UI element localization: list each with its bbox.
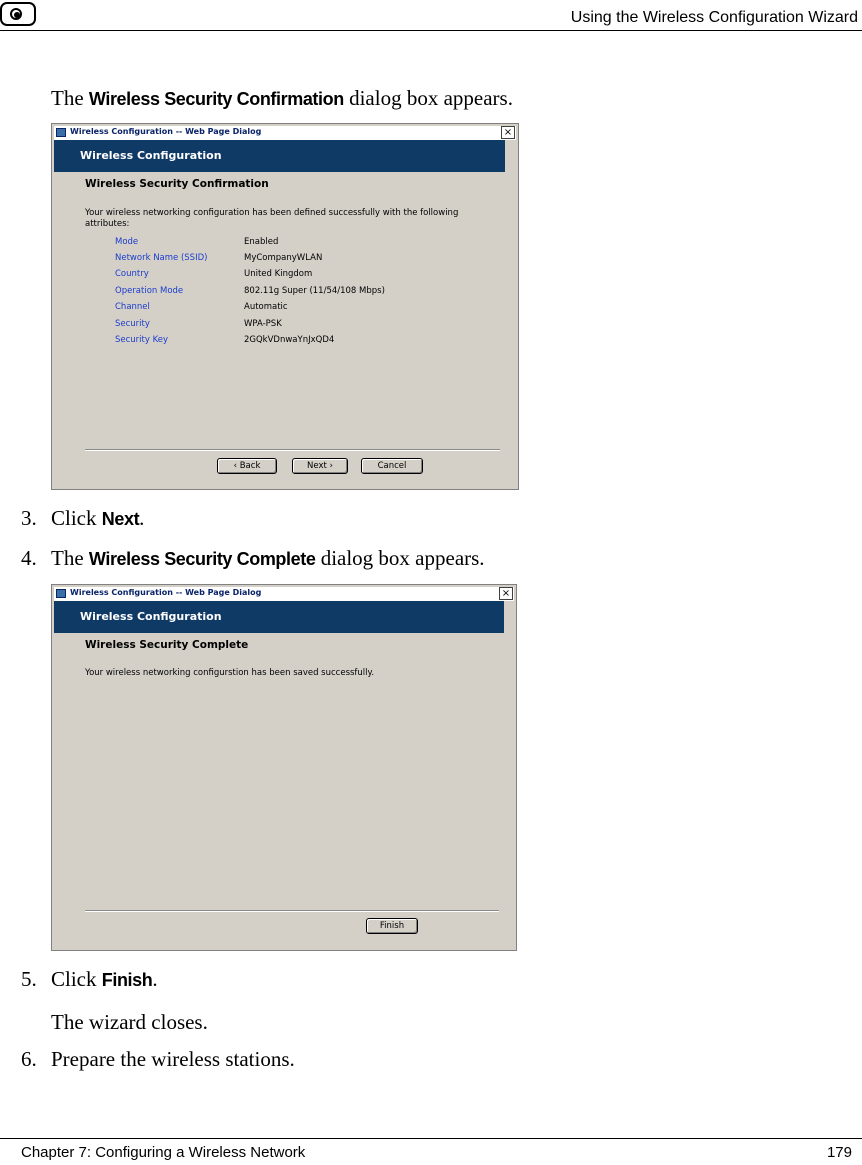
attr-value-operation-mode: 802.11g Super (11/54/108 Mbps): [244, 286, 385, 296]
cancel-button[interactable]: Cancel: [361, 458, 423, 474]
step-4-text: [51, 546, 485, 571]
step-6-text: Prepare the wireless stations.: [51, 1047, 295, 1071]
attr-value-ssid: MyCompanyWLAN: [244, 253, 323, 263]
dialog-heading: Wireless Security Confirmation: [85, 178, 269, 190]
wizard-closes-text: The wizard closes.: [51, 1010, 208, 1034]
close-icon[interactable]: ×: [501, 126, 515, 139]
back-button[interactable]: ‹ Back: [217, 458, 277, 474]
dialog-banner: [54, 601, 504, 633]
dialog-divider: [85, 449, 500, 451]
header-rule: [0, 30, 862, 31]
attr-value-mode: Enabled: [244, 237, 279, 247]
step-5-text: [51, 967, 158, 992]
attr-label-security: Security: [115, 319, 150, 329]
confirmation-dialog-screenshot: [51, 123, 519, 490]
attr-label-ssid: Network Name (SSID): [115, 253, 208, 263]
dialog-intro-text: Your wireless networking configurstion has been saved successfully.: [85, 668, 375, 678]
attr-value-security: WPA-PSK: [244, 319, 282, 329]
dialog-divider: [85, 910, 499, 912]
dialog-window-title: Wireless Configuration -- Web Page Dialog: [70, 588, 262, 597]
intro-suffix: dialog box appears.: [343, 86, 513, 110]
dialog-banner: [54, 140, 505, 172]
attr-label-mode: Mode: [115, 237, 139, 247]
step-3-text: [51, 506, 144, 531]
attr-value-security-key: 2GQkVDnwaYnJxQD4: [244, 335, 335, 345]
step-5-bold: Finish: [101, 970, 153, 990]
dialog-titlebar: [54, 587, 514, 601]
complete-dialog-screenshot: [51, 584, 517, 951]
attr-label-security-key: Security Key: [115, 335, 169, 345]
banner-title: Wireless Configuration: [80, 610, 222, 623]
page-number: 179: [826, 1144, 852, 1161]
step-4-bold: Wireless Security Complete: [88, 549, 316, 569]
close-icon[interactable]: ×: [499, 587, 513, 600]
dialog-intro-text: Your wireless networking configuration has been defined successfully with the following attributes:: [85, 208, 459, 229]
step-3-prefix: Click: [51, 506, 102, 530]
window-icon: [56, 128, 66, 137]
attr-label-operation-mode: Operation Mode: [115, 286, 184, 296]
dialog-titlebar: [54, 126, 516, 140]
step-number: 4.: [21, 546, 37, 570]
attr-value-channel: Automatic: [244, 302, 288, 312]
dialog-heading: Wireless Security Complete: [85, 639, 249, 651]
step-3-suffix: .: [139, 506, 145, 530]
attr-label-channel: Channel: [115, 302, 150, 312]
attr-value-country: United Kingdom: [244, 269, 313, 279]
step-4-suffix: dialog box appears.: [315, 546, 485, 570]
window-icon: [56, 589, 66, 598]
footer-chapter: Chapter 7: Configuring a Wireless Network: [21, 1144, 306, 1161]
footer-rule: [0, 1138, 862, 1139]
finish-button[interactable]: Finish: [366, 918, 418, 934]
step-4-prefix: The: [51, 546, 89, 570]
step-number: 3.: [21, 506, 37, 530]
camera-lens-icon: [0, 2, 36, 26]
banner-title: Wireless Configuration: [80, 149, 222, 162]
next-button[interactable]: Next ›: [292, 458, 348, 474]
step-3-bold: Next: [101, 509, 140, 529]
step-number: 5.: [21, 967, 37, 991]
intro-paragraph: [51, 86, 513, 111]
attr-label-country: Country: [115, 269, 149, 279]
step-number: 6.: [21, 1047, 37, 1071]
step-5-prefix: Click: [51, 967, 102, 991]
intro-bold: Wireless Security Confirmation: [88, 89, 344, 109]
step-5-suffix: .: [152, 967, 158, 991]
dialog-window-title: Wireless Configuration -- Web Page Dialog: [70, 127, 262, 136]
running-header: Using the Wireless Configuration Wizard: [570, 9, 858, 26]
intro-prefix: The: [51, 86, 89, 110]
